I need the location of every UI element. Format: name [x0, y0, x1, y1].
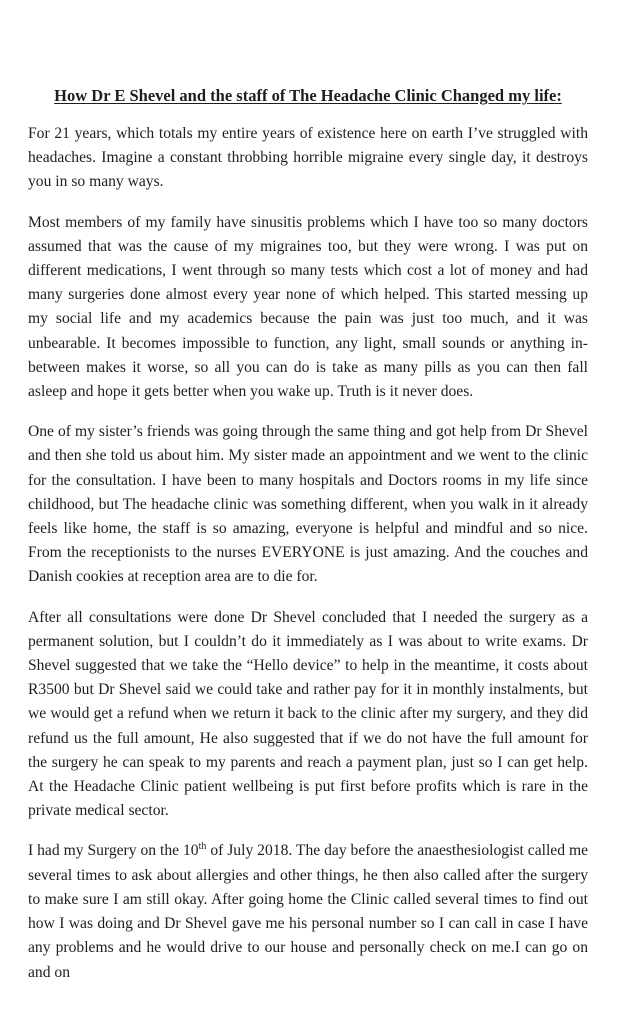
paragraph-1: For 21 years, which totals my entire years of existence here on earth I’ve struggled with headaches. Imagine a constant throbbing horrible migraine every single day, it destroys you in so many ways. [28, 125, 588, 191]
paragraph-5 [28, 839, 588, 984]
ordinal-suffix: th [198, 841, 207, 853]
paragraph-3: One of my sister’s friends was going through the same thing and got help from Dr Shevel and then she told us about him. My sister made an appointment and we went to the clinic for the consultation. I have been to many hospitals and Doctors rooms in my life since childhood, but The headache clinic was something different, when you walk in it already feels like home, the staff is so amazing, everyone is helpful and mindful and so nice. From the receptionists to the nurses EVERYONE is just amazing. And the couches and Danish cookies at reception area are to die for. [28, 423, 588, 586]
paragraph-5-text-end: of July 2018. The day before the anaesthesiologist called me several times to ask about allergies and other things, he then also called after the surgery to make sure I am still okay. After going home the Clinic called several times to find out how I was doing and Dr Shevel gave me his personal number so I can call in case I have any problems and he would drive to our house and personally check on me.I can go on and on [28, 842, 588, 981]
paragraph-5-text-start: I had my Surgery on the 10 [28, 842, 199, 860]
document-page [28, 0, 588, 985]
paragraph-4: After all consultations were done Dr Shevel concluded that I needed the surgery as a permanent solution, but I couldn’t do it immediately as I was about to write exams. Dr Shevel suggested that we take the “Hello device” to help in the meantime, it costs about R3500 but Dr Shevel said we could take and rather pay for it in monthly instalments, but we would get a refund when we return it back to the clinic after my surgery, and they did refund us the full amount, He also suggested that if we do not have the full amount for the surgery he can speak to my parents and reach a payment plan, just so I can get help. At the Headache Clinic patient wellbeing is put first before profits which is rare in the private medical sector. [28, 608, 588, 820]
document-title: How Dr E Shevel and the staff of The Headache Clinic Changed my life: [54, 86, 562, 105]
paragraph-2: Most members of my family have sinusitis problems which I have too so many doctors assumed that was the cause of my migraines too, but they were wrong. I was put on different medications, I went through so many tests which cost a lot of money and had many surgeries done almost every year none of which helped. This started messing up my social life and my academics because the pain was just too much, and it was unbearable. It becomes impossible to function, any light, small sounds or anything in-between makes it worse, so all you can do is take as many pills as you can then fall asleep and hope it gets better when you wake up. Truth is it never does. [28, 213, 588, 401]
